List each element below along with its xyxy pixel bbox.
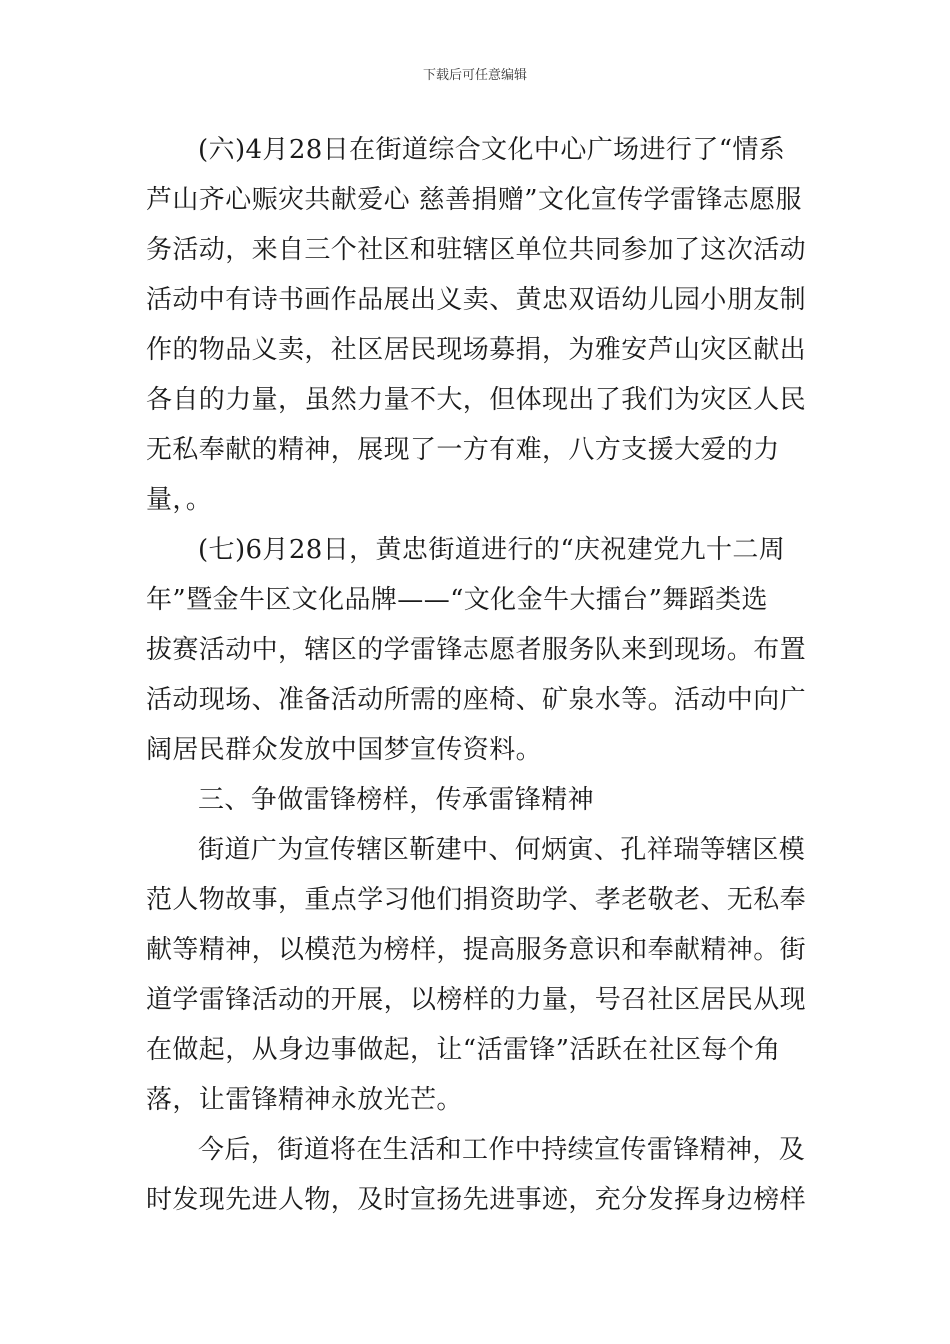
text-line: 拔赛活动中，辖区的学雷锋志愿者服务队来到现场。布置	[146, 635, 806, 665]
page-header: 下载后可任意编辑	[422, 68, 527, 83]
text-line: 献等精神，以模范为榜样，提高服务意识和奉献精神。街	[146, 935, 806, 965]
text-line: 落，让雷锋精神永放光芒。	[146, 1085, 463, 1115]
document-body	[146, 128, 806, 1228]
text-line: 活动现场、准备活动所需的座椅、矿泉水等。活动中向广	[146, 685, 806, 715]
text-line: 量，。	[146, 485, 213, 515]
text-line: 时发现先进人物，及时宣扬先进事迹，充分发挥身边榜样	[146, 1185, 806, 1215]
text-line: 年”暨金牛区文化品牌——“文化金牛大擂台”舞蹈类选	[146, 585, 768, 615]
text-line: 无私奉献的精神，展现了一方有难，八方支援大爱的力	[146, 435, 780, 465]
text-line: (六)4月28日在街道综合文化中心广场进行了“情系	[198, 135, 786, 165]
text-line: 芦山齐心赈灾共献爱心 慈善捐赠”文化宣传学雷锋志愿服	[146, 185, 802, 215]
text-line: 街道广为宣传辖区靳建中、何炳寅、孔祥瑞等辖区模	[198, 835, 806, 865]
text-line: 作的物品义卖，社区居民现场募捐，为雅安芦山灾区献出	[146, 335, 806, 365]
text-line: 务活动，来自三个社区和驻辖区单位共同参加了这次活动	[146, 235, 806, 265]
section-heading: 三、争做雷锋榜样，传承雷锋精神	[198, 785, 595, 815]
text-line: (七)6月28日，黄忠街道进行的“庆祝建党九十二周	[198, 535, 786, 565]
text-line: 阔居民群众发放中国梦宣传资料。	[146, 735, 543, 765]
text-line: 各自的力量，虽然力量不大，但体现出了我们为灾区人民	[146, 385, 806, 415]
text-line: 范人物故事，重点学习他们捐资助学、孝老敬老、无私奉	[146, 885, 806, 915]
text-line: 今后，街道将在生活和工作中持续宣传雷锋精神，及	[198, 1135, 806, 1165]
text-line: 活动中有诗书画作品展出义卖、黄忠双语幼儿园小朋友制	[146, 285, 806, 315]
text-line: 道学雷锋活动的开展，以榜样的力量，号召社区居民从现	[146, 985, 806, 1015]
text-line: 在做起，从身边事做起，让“活雷锋”活跃在社区每个角	[146, 1035, 781, 1065]
